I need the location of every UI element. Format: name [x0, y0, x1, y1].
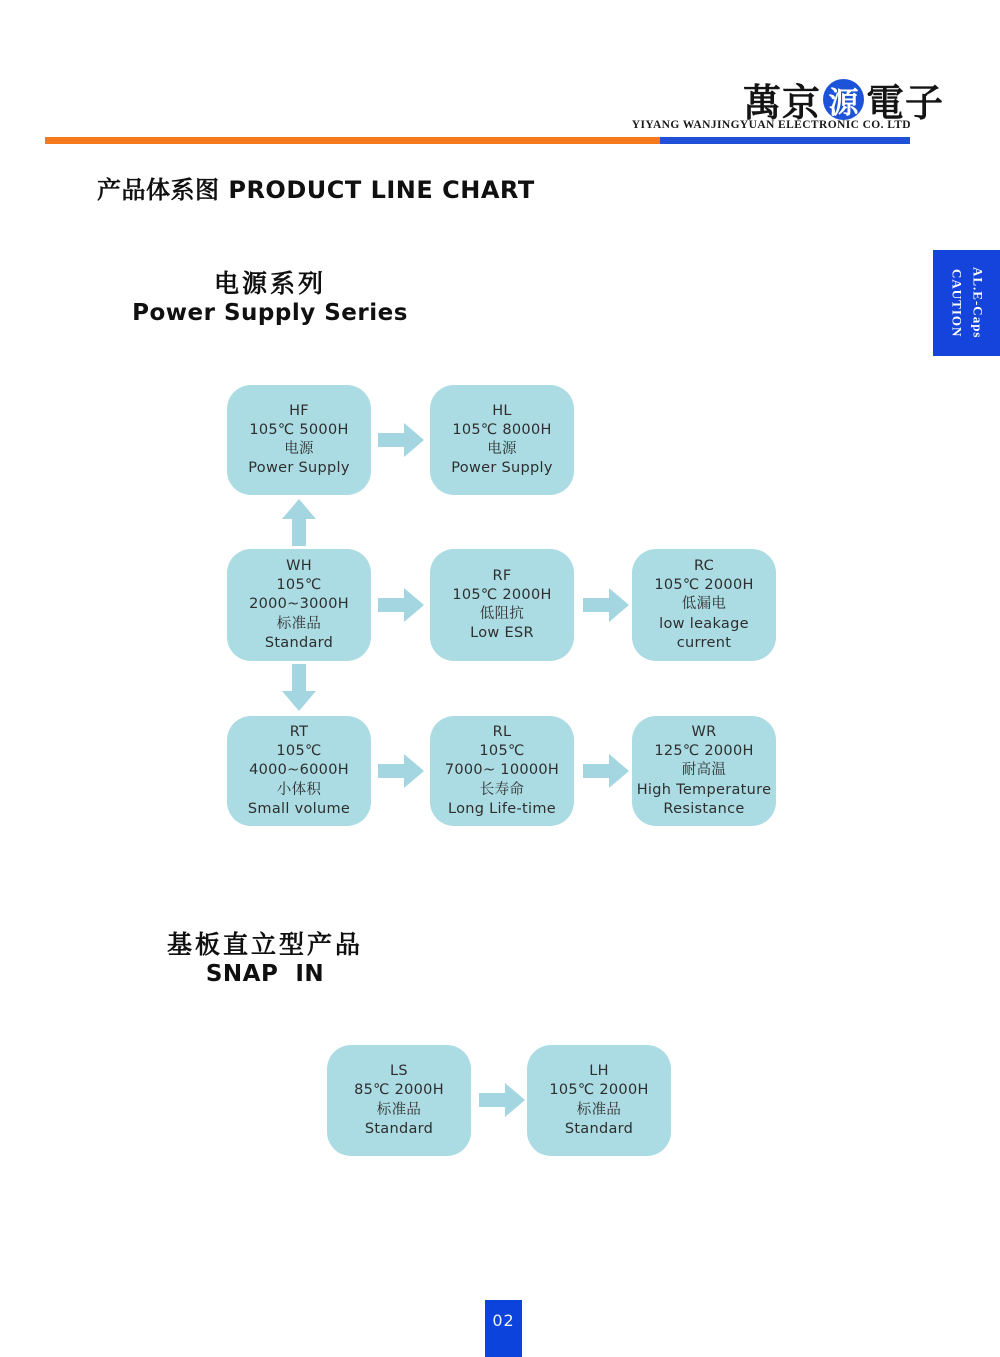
side-tab-line2: AL.E-Caps	[970, 267, 986, 339]
snap-in-heading	[115, 925, 415, 987]
page-number-badge: 02	[485, 1300, 522, 1357]
power-series-heading-zh: 电源系列	[213, 269, 326, 298]
flow-box-wh: WH 105℃ 2000~3000H 标准品 Standard	[227, 549, 371, 661]
logo-text-right: 電子	[866, 81, 945, 125]
page-title-zh: 产品体系图	[97, 176, 220, 204]
arrow-right-icon	[479, 1083, 525, 1117]
flow-box-rc: RC 105℃ 2000H 低漏电 low leakage current	[632, 549, 776, 661]
logo-circle-icon: 源	[823, 79, 864, 120]
flow-box-hl: HL 105℃ 8000H 电源 Power Supply	[430, 385, 574, 495]
page-title	[97, 170, 535, 205]
side-tab-caution	[933, 250, 1000, 356]
flow-box-lh: LH 105℃ 2000H 标准品 Standard	[527, 1045, 671, 1156]
logo-text-left: 萬京	[743, 81, 822, 125]
divider-orange-segment	[45, 137, 660, 144]
flow-box-rt: RT 105℃ 4000~6000H 小体积 Small volume	[227, 716, 371, 826]
side-tab-text	[946, 267, 988, 339]
snap-in-heading-en: SNAP IN	[205, 961, 325, 987]
arrow-right-icon	[583, 588, 629, 622]
arrow-down-icon	[282, 664, 316, 711]
arrow-right-icon	[583, 754, 629, 788]
snap-in-heading-zh: 基板直立型产品	[166, 930, 363, 959]
header-divider	[45, 137, 910, 144]
arrow-up-icon	[282, 499, 316, 546]
power-series-heading	[120, 264, 420, 326]
company-name-line: YIYANG WANJINGYUAN ELECTRONIC CO. LTD	[631, 119, 911, 131]
arrow-right-icon	[378, 754, 424, 788]
flow-box-wr: WR 125℃ 2000H 耐高温 High Temperature Resistance	[632, 716, 776, 826]
arrow-right-icon	[378, 588, 424, 622]
flow-box-hf: HF 105℃ 5000H 电源 Power Supply	[227, 385, 371, 495]
flow-box-rf: RF 105℃ 2000H 低阻抗 Low ESR	[430, 549, 574, 661]
page-title-en: PRODUCT LINE CHART	[228, 176, 535, 204]
side-tab-line1: CAUTION	[949, 268, 965, 338]
arrow-right-icon	[378, 423, 424, 457]
power-series-heading-en: Power Supply Series	[132, 300, 408, 326]
flow-box-ls: LS 85℃ 2000H 标准品 Standard	[327, 1045, 471, 1156]
flow-box-rl: RL 105℃ 7000~ 10000H 长寿命 Long Life-time	[430, 716, 574, 826]
divider-blue-segment	[660, 137, 910, 144]
